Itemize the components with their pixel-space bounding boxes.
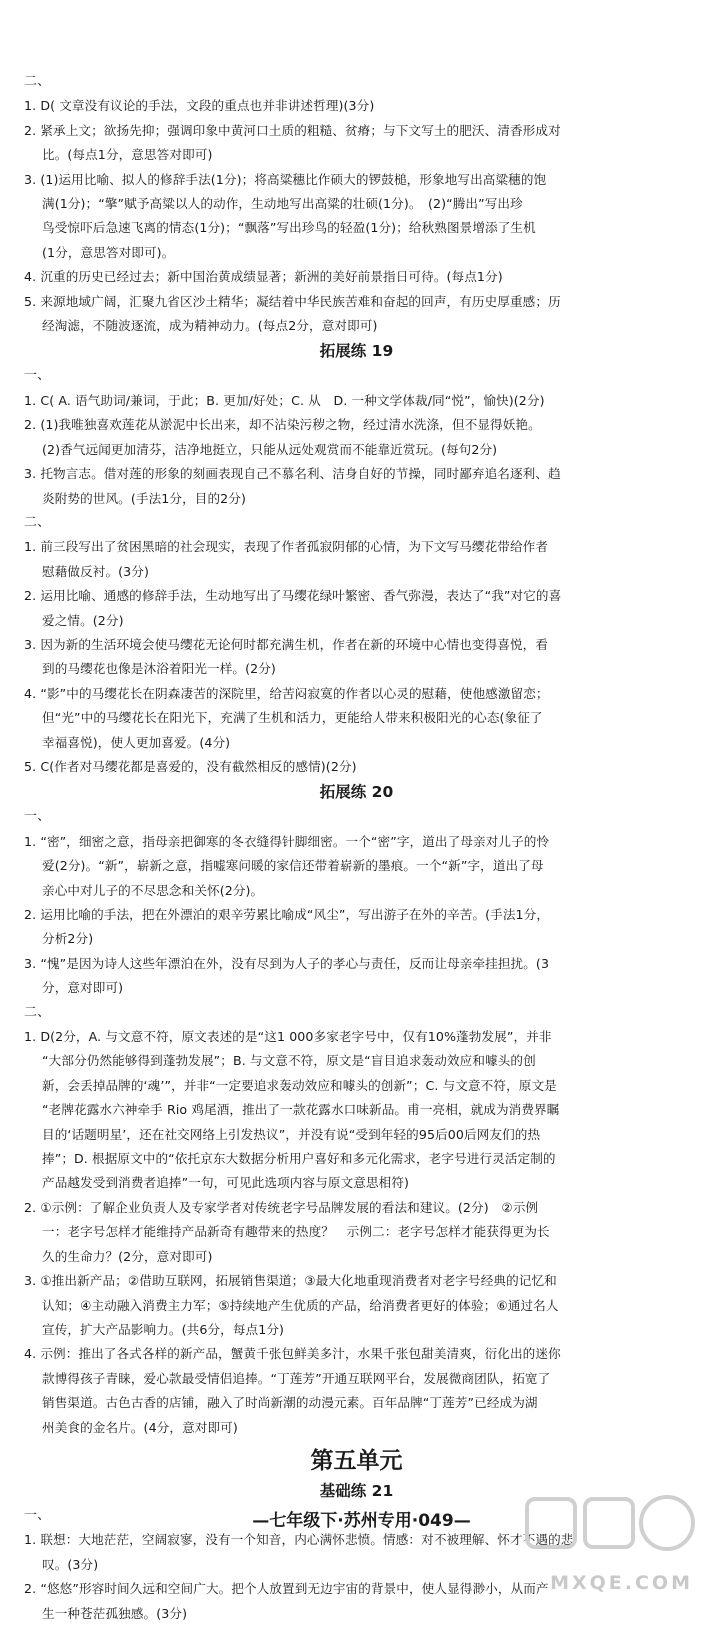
answer-item: 3. (1)运用比喻、拟人的修辞手法(1分)；将高粱穗比作硕大的锣鼓槌，形象地写出高粱穗的饱 [24,171,547,187]
answer-item-continuation: 爱(2分)。“新”，崭新之意，指嘘寒问暖的家信还带着崭新的墨痕。一个“新”字，道出了母 [42,858,544,874]
answer-item-continuation: 生一种苍茫孤独感。(3分) [42,1605,188,1621]
exercise-title: 拓展练 20 [319,783,394,802]
answer-item-continuation: 州美食的金名片。(4分，意对即可) [42,1419,238,1435]
answer-item: 1. 联想：大地茫茫，空阔寂寥，没有一个知音，内心满怀悲愤。情感：对不被理解、怀才不遇的悲 [24,1532,574,1548]
exercise-title: 基础练 21 [319,1481,394,1500]
answer-item-continuation: 一：老字号怎样才能维持产品新奇有趣带来的热度？ 示例二：老字号怎样才能获得更为长 [42,1224,550,1240]
answer-item: 2. 紧承上文；欲扬先抑；强调印象中黄河口土质的粗糙、贫瘠；与下文写土的肥沃、清香形成对 [24,122,561,138]
answer-item-continuation: 新，会丢掉品牌的‘魂’”，并非“一定要追求轰动效应和噱头的创新”；C. 与文意不符，原文是 [42,1077,557,1093]
answer-item-continuation: 炎附势的世风。(手法1分，目的2分) [42,490,246,506]
section-marker: 二、 [24,514,51,530]
answer-item: 1. D(2分，A. 与文意不符，原文表述的是“这1 000多家老字号中，仅有10%蓬勃发展”，并非 [24,1029,552,1045]
section-marker: 一、 [24,809,51,825]
answer-item: 4. 示例：推出了各式各样的新产品，蟹黄千张包鲜美多汁，水果千张包甜美清爽，衍化出的迷你 [24,1346,561,1362]
answer-item-continuation: 经淘滤，不随波逐流，成为精神动力。(每点2分，意对即可) [42,318,378,334]
page-footer: —七年级下·苏州专用·049— [252,1511,471,1531]
answer-item: 5. 来源地域广阔，汇聚九省区沙土精华；凝结着中华民族苦难和奋起的回声，有历史厚重感；历 [24,293,561,309]
answer-item-continuation: 分，意对即可) [42,980,124,996]
answer-item-continuation: (2)香气远闻更加清芬，洁净地挺立，只能从远处观赏而不能靠近赏玩。(每句2分) [42,441,498,457]
answer-item-continuation: 捧”；D. 根据原文中的“依托京东大数据分析用户喜好和多元化需求，老字号进行灵活定制的 [42,1151,556,1167]
answer-item: 2. 运用比喻、通感的修辞手法，生动地写出了马缨花绿叶繁密、香气弥漫，表达了“我”对它的喜 [24,588,562,604]
answer-item: 1. “密”，细密之意，指母亲把御寒的冬衣缝得针脚细密。一个“密”字，道出了母亲对儿子的怜 [24,833,550,849]
watermark-text: MXQE.COM [550,1572,693,1594]
section-marker: 一、 [24,368,51,384]
answer-item-continuation: 久的生命力？(2分，意对即可) [42,1248,213,1264]
answer-item: 3. 因为新的生活环境会使马缨花无论何时都充满生机，作者在新的环境中心情也变得喜悦，看 [24,636,549,652]
answer-item-continuation: 销售渠道。古色古香的店铺，融入了时尚新潮的动漫元素。百年品牌“丁莲芳”已经成为湖 [42,1395,538,1411]
section-marker: 一、 [24,1507,51,1523]
answer-item-continuation: 款博得孩子青睐，爱心款最受情侣追捧。“丁莲芳”开通互联网平台，发展微商团队，拓宽了 [42,1370,551,1386]
answer-item: 4. “影”中的马缨花长在阴森凄苦的深院里，给苦闷寂寞的作者以心灵的慰藉，使他感激留恋； [24,685,549,701]
answer-item-continuation: 鸟受惊吓后急速飞离的情态(1分)；“飘落”写出珍鸟的轻盈(1分)；给秋熟图景增添了生机 [42,220,536,236]
answer-item-continuation: 亲心中对儿子的不尽思念和关怀(2分)。 [42,882,264,898]
answer-item: 3. 托物言志。借对莲的形象的刻画表现自己不慕名利、洁身自好的节操，同时鄙弃追名逐利、趋 [24,466,561,482]
answer-item: 2. “悠悠”形容时间久远和空间广大。把个人放置到无边宇宙的背景中，使人显得渺小，从而产 [24,1581,549,1597]
answer-item-continuation: 目的‘话题明星’，还在社交网络上引发热议”，并没有说“受到年轻的95后00后网友们的热 [42,1126,541,1142]
section-marker: 二、 [24,74,51,89]
answer-item-continuation: 但“光”中的马缨花长在阳光下，充满了生机和活力，更能给人带来积极阳光的心态(象征了 [42,710,543,726]
section-marker: 二、 [24,1004,51,1020]
answer-item-continuation: 到的马缨花也像是沐浴着阳光一样。(2分) [42,661,276,677]
answer-item: 5. C(作者对马缨花都是喜爱的，没有截然相反的感情)(2分) [24,758,357,774]
exercise-title: 拓展练 19 [319,342,394,361]
answer-item-continuation: 幸福喜悦)，使人更加喜爱。(4分) [42,734,231,750]
answer-item: 1. C( A. 语气助词/兼词，于此；B. 更加/好处；C. 从 D. 一种文学体裁/同“悦”，愉快)(2分) [24,392,545,408]
answer-item: 3. ①推出新产品；②借助互联网，拓展销售渠道；③最大化地重现消费者对老字号经典的记忆和 [24,1273,557,1289]
answer-item: 2. 运用比喻的手法，把在外漂泊的艰辛劳累比喻成“风尘”，写出游子在外的辛苦。(手法1分， [24,907,550,922]
answer-item-continuation: 宣传，扩大产品影响力。(共6分，每点1分) [42,1321,285,1337]
answer-item-continuation: 产品越发受到消费者追捧”一句，可见此选项内容与原文意思相符) [42,1175,410,1191]
unit-title: 第五单元 [310,1447,403,1474]
watermark-logo-icon [515,1489,705,1584]
answer-content [24,70,689,1626]
answer-item: 1. 前三段写出了贫困黑暗的社会现实，表现了作者孤寂阴郁的心情，为下文写马缨花带给作者 [24,539,549,555]
answer-item-continuation: 叹。(3分) [42,1556,99,1572]
answer-item: 2. (1)我唯独喜欢莲花从淤泥中长出来，却不沾染污秽之物，经过清水洗涤，但不显得妖艳。 [24,417,541,433]
answer-item: 3. “愧”是因为诗人这些年漂泊在外，没有尽到为人子的孝心与责任，反而让母亲牵挂担扰。(3 [24,955,550,971]
answer-item-continuation: 比。(每点1分，意思答对即可) [42,147,213,163]
answer-item-continuation: 分析2分) [42,931,94,947]
answer-item-continuation: “老牌花露水六神牵手 Rio 鸡尾酒，推出了一款花露水口味新品。甫一亮相，就成为消费界瞩 [42,1102,560,1118]
answer-item-continuation: 满(1分)；“擎”赋予高粱以人的动作，生动地写出高粱的壮硕(1分)。 (2)“腾出”写出珍 [42,196,523,212]
answer-item-continuation: 认知；④主动融入消费主力军；⑤持续地产生优质的产品，给消费者更好的体验；⑥通过名人 [42,1297,559,1313]
answer-item-continuation: 爱之情。(2分) [42,612,124,628]
answer-item-continuation: “大部分仍然能够得到蓬勃发展”；B. 与文意不符，原文是“盲目追求轰动效应和噱头的创 [42,1053,536,1069]
answer-item-continuation: (1分，意思答对即可)。 [42,244,175,260]
answer-item: 4. 沉重的历史已经过去；新中国治黄成绩显著；新洲的美好前景指日可待。(每点1分) [24,269,503,285]
answer-item: 2. ①示例：了解企业负责人及专家学者对传统老字号品牌发展的看法和建议。(2分) ②示例 [24,1199,539,1215]
answer-item: 1. D( 文章没有议论的手法，文段的重点也并非讲述哲理)(3分) [24,98,375,114]
answer-item-continuation: 慰藉做反衬。(3分) [42,563,149,579]
